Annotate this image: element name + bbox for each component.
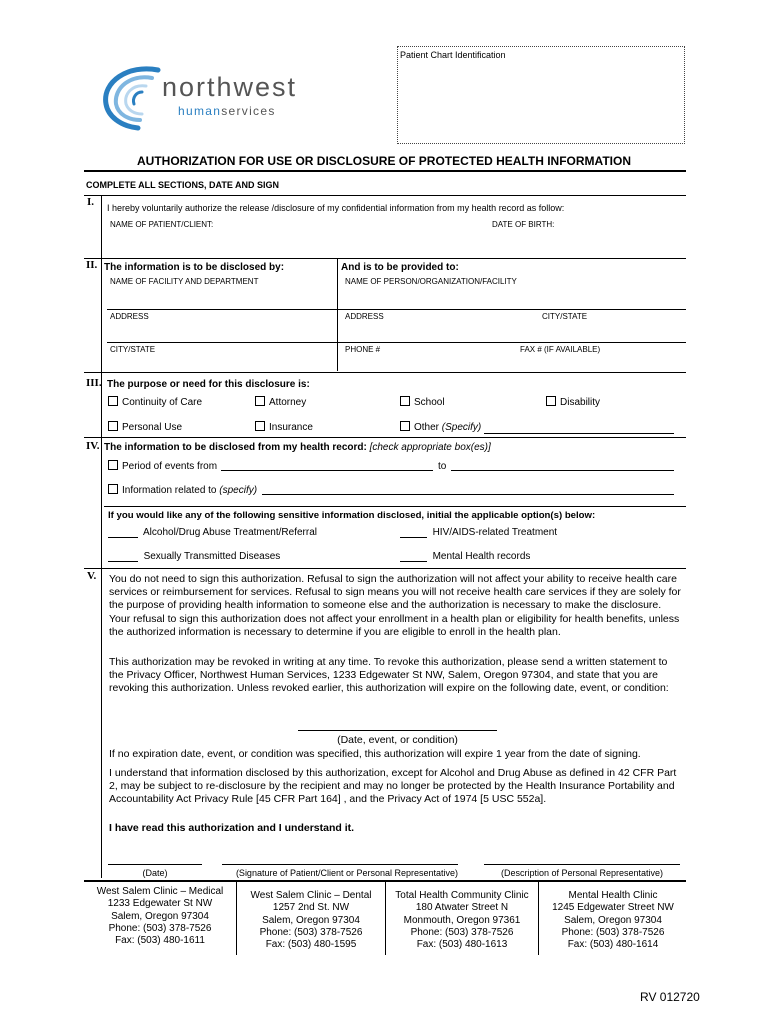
name-of-patient-field[interactable] (108, 230, 478, 256)
sig-description-label: (Description of Personal Representative) (500, 868, 664, 878)
section4-numeral: IV. (86, 440, 100, 452)
facility-field[interactable] (108, 286, 333, 306)
related-specify: (specify) (219, 485, 258, 496)
clinic-west-salem-medical (86, 886, 234, 947)
other-specify: (Specify) (441, 422, 482, 433)
clinic-phone: Phone: (503) 378-7526 (108, 922, 212, 934)
logo-wordmark: northwest (162, 72, 298, 102)
checkbox[interactable] (255, 421, 265, 431)
clinic-mental-health (540, 890, 686, 951)
section5-rule (84, 568, 686, 569)
related-label: Information related to (122, 485, 217, 496)
instructions: COMPLETE ALL SECTIONS, DATE AND SIGN (86, 180, 280, 190)
section1-text: I hereby voluntarily authorize the release /disclosure of my confidential information from my health record as follow: (107, 203, 565, 213)
footer-divider-1 (236, 881, 237, 955)
clinic-city: Salem, Oregon 97304 (111, 910, 209, 922)
purpose-option-other[interactable] (400, 421, 481, 433)
section4-heading-note: [check appropriate box(es)] (369, 442, 491, 453)
city-state-right-label: CITY/STATE (542, 312, 588, 321)
logo-sub-human: human (178, 104, 222, 118)
information-related-field[interactable] (262, 494, 674, 495)
left-margin-rule (101, 196, 102, 878)
sensitive-option-alcohol[interactable] (108, 527, 317, 538)
checkbox[interactable] (400, 421, 410, 431)
logo (98, 62, 298, 134)
checkbox[interactable] (108, 421, 118, 431)
patient-chart-box[interactable] (397, 46, 685, 144)
purpose-option-continuity[interactable] (108, 396, 202, 408)
section3-rule (84, 372, 686, 373)
period-of-events-row (108, 460, 217, 472)
clinic-name: Mental Health Clinic (568, 890, 658, 901)
clinic-name: Total Health Community Clinic (395, 890, 529, 901)
phone-field[interactable] (343, 354, 513, 370)
option-label: Attorney (269, 397, 307, 408)
clinic-street: 180 Atwater Street N (415, 902, 509, 914)
sensitive-option-std[interactable] (108, 551, 280, 562)
phone-label: PHONE # (345, 345, 381, 354)
sensitive-label: Mental Health records (432, 551, 531, 562)
sig-date-field[interactable] (108, 864, 202, 865)
name-of-patient-label: NAME OF PATIENT/CLIENT: (110, 220, 214, 229)
checkbox[interactable] (108, 460, 118, 470)
logo-swirl-icon (98, 62, 170, 134)
sensitive-label: HIV/AIDS-related Treatment (432, 527, 558, 538)
clinic-city: Monmouth, Oregon 97361 (403, 914, 521, 926)
clinic-city: Salem, Oregon 97304 (564, 914, 662, 926)
sig-description-field[interactable] (484, 864, 680, 865)
initial-line[interactable] (400, 537, 427, 538)
clinic-west-salem-dental (238, 890, 384, 951)
address-right-label: ADDRESS (345, 312, 384, 321)
purpose-option-personal-use[interactable] (108, 421, 182, 433)
option-label: Disability (560, 397, 601, 408)
row-rule-1 (107, 309, 686, 310)
section3-heading: The purpose or need for this disclosure is: (107, 379, 310, 390)
clinic-city: Salem, Oregon 97304 (262, 914, 360, 926)
initial-line[interactable] (400, 561, 427, 562)
clinic-fax: Fax: (503) 480-1611 (115, 935, 205, 947)
address-right-field[interactable] (343, 322, 533, 340)
sig-date-label: (Date) (142, 868, 168, 878)
section5-para2: This authorization may be revoked in writing at any time. To revoke this authorization, please send a written statement to the Privacy Officer, Northwest Human Services, 1233 Edgewater St NW, Salem, Oregon 97304, and state that you are revoking this authorization. Unless revoked earlier, this authorization will expire on the following date, event, or condition: (109, 656, 669, 695)
page-title: AUTHORIZATION FOR USE OR DISCLOSURE OF PROTECTED HEALTH INFORMATION (137, 154, 631, 168)
clinic-phone: Phone: (503) 378-7526 (561, 926, 665, 938)
section2-divider (337, 259, 338, 371)
purpose-option-insurance[interactable] (255, 421, 313, 433)
clinic-street: 1245 Edgewater Street NW (552, 902, 674, 914)
address-left-field[interactable] (108, 322, 333, 340)
information-related-row (108, 484, 257, 496)
dob-field[interactable] (490, 230, 680, 256)
purpose-option-disability[interactable] (546, 396, 600, 408)
clinic-fax: Fax: (503) 480-1595 (265, 939, 357, 951)
section1-rule (84, 195, 686, 196)
sensitive-label: Sexually Transmitted Diseases (143, 551, 281, 562)
section2-right-heading: And is to be provided to: (341, 262, 459, 273)
facility-label: NAME OF FACILITY AND DEPARTMENT (110, 277, 259, 286)
fax-label: FAX # (IF AVAILABLE) (520, 345, 601, 354)
checkbox[interactable] (546, 396, 556, 406)
option-label: Personal Use (122, 422, 183, 433)
expiry-field[interactable] (298, 730, 497, 731)
sensitive-rule (104, 506, 686, 507)
checkbox[interactable] (400, 396, 410, 406)
section2-rule (84, 258, 686, 259)
sensitive-option-mental[interactable] (400, 551, 530, 562)
person-field[interactable] (343, 286, 681, 306)
section5-numeral: V. (87, 570, 97, 582)
footer-divider-2 (385, 881, 386, 955)
option-label: Insurance (269, 422, 313, 433)
checkbox[interactable] (108, 484, 118, 494)
row-rule-2 (107, 342, 686, 343)
purpose-option-attorney[interactable] (255, 396, 306, 408)
clinic-phone: Phone: (503) 378-7526 (410, 926, 514, 938)
clinic-street: 1233 Edgewater St NW (107, 898, 213, 910)
sig-signature-field[interactable] (222, 864, 458, 865)
period-from-field[interactable] (221, 470, 433, 471)
to-label: to (438, 461, 447, 472)
patient-chart-label: Patient Chart Identification (400, 50, 506, 60)
section4-rule (84, 437, 686, 438)
other-specify-line[interactable] (484, 433, 674, 434)
period-to-field[interactable] (451, 470, 674, 471)
section4-heading-row (104, 442, 491, 453)
fax-field[interactable] (518, 354, 682, 370)
sig-signature-label: (Signature of Patient/Client or Personal Representative) (235, 868, 459, 878)
purpose-option-school[interactable] (400, 396, 445, 408)
sensitive-heading: If you would like any of the following sensitive information disclosed, initial the applicable option(s) below: (108, 510, 596, 521)
clinic-name: West Salem Clinic – Dental (250, 890, 372, 901)
option-label: School (414, 397, 445, 408)
section5-para3: If no expiration date, event, or condition was specified, this authorization will expire 1 year from the date of signing. (109, 748, 641, 760)
checkbox[interactable] (255, 396, 265, 406)
dob-label: DATE OF BIRTH: (492, 220, 555, 229)
section3-numeral: III. (86, 377, 102, 389)
checkbox[interactable] (108, 396, 118, 406)
sensitive-label: Alcohol/Drug Abuse Treatment/Referral (143, 527, 317, 538)
logo-subtitle (178, 104, 276, 118)
section2-left-heading: The information is to be disclosed by: (104, 262, 285, 273)
clinic-name: West Salem Clinic – Medical (96, 886, 224, 897)
initial-line[interactable] (108, 537, 138, 538)
section5-para1: You do not need to sign this authorization. Refusal to sign the authorization will not affect your ability to receive health care services or reimbursement for services. Refusal to sign means you will not receive health care services if they are solely for the purpose of providing health information to someone else and the authorization is necessary to make the disclosure. Your refusal to sign this authorization does not affect your enrollment in a health plan or eligibility for health benefits, unless the authorized information is necessary to determine if you are eligible to enroll in the health plan. (109, 573, 681, 638)
logo-sub-services: services (221, 104, 276, 118)
period-label: Period of events from (122, 461, 218, 472)
sensitive-option-hiv[interactable] (400, 527, 557, 538)
revision-code: RV 012720 (640, 990, 700, 1004)
address-left-label: ADDRESS (110, 312, 149, 321)
understand-statement: I have read this authorization and I understand it. (109, 822, 355, 834)
clinic-phone: Phone: (503) 378-7526 (259, 926, 363, 938)
footer-divider-3 (538, 881, 539, 955)
section1-numeral: I. (87, 196, 95, 208)
section4-heading: The information to be disclosed from my health record: (104, 442, 367, 453)
clinic-total-health (387, 890, 537, 951)
clinic-fax: Fax: (503) 480-1614 (567, 939, 659, 951)
city-state-left-field[interactable] (108, 354, 333, 370)
initial-line[interactable] (108, 561, 138, 562)
person-label: NAME OF PERSON/ORGANIZATION/FACILITY (345, 277, 517, 286)
clinic-street: 1257 2nd St. NW (272, 902, 350, 914)
city-state-left-label: CITY/STATE (110, 345, 156, 354)
option-label: Continuity of Care (122, 397, 203, 408)
option-label: Other (414, 422, 440, 433)
section2-numeral: II. (86, 259, 98, 271)
section5-para4: I understand that information disclosed by this authorization, except for Alcohol and Drug Abuse as defined in 42 CFR Part 2, may be subject to re-disclosure by the recipient and may no longer be protected by the Health Insurance Portability and Accountability Act Privacy Rule [45 CFR Part 164] , and the Privacy Act of 1974 [5 USC 552a]. (109, 767, 677, 806)
expiry-label: (Date, event, or condition) (337, 734, 458, 746)
city-state-right-field[interactable] (540, 322, 682, 340)
clinic-fax: Fax: (503) 480-1613 (416, 939, 508, 951)
title-rule (84, 170, 686, 172)
